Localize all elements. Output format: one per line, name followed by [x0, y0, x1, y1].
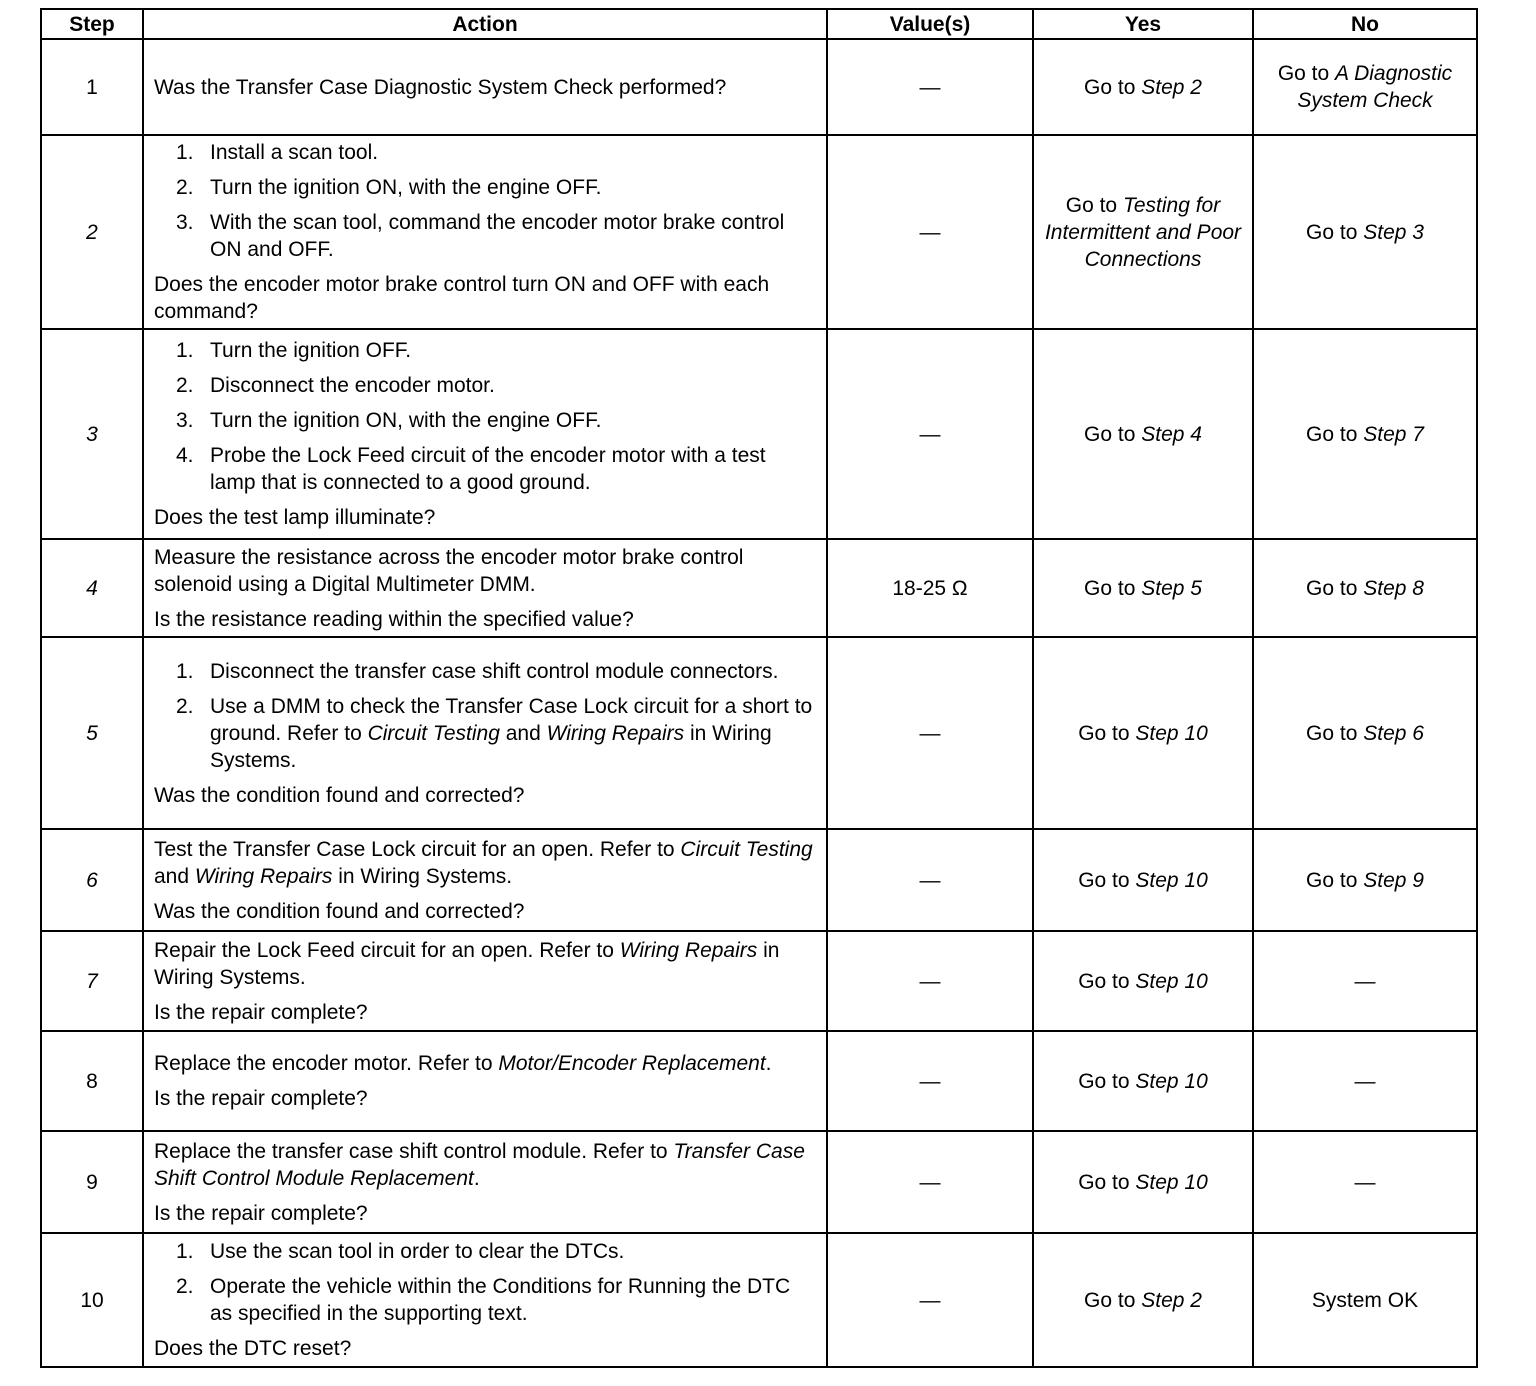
step-number: 9 — [41, 1131, 143, 1233]
no-cell: — — [1253, 931, 1477, 1031]
question-text: Is the repair complete? — [154, 1087, 368, 1110]
step-number: 3 — [41, 329, 143, 539]
yes-link[interactable]: Step 4 — [1141, 422, 1202, 446]
list-item: 2. Turn the ignition ON, with the engine OFF. — [176, 176, 602, 199]
yes-link[interactable]: Step 10 — [1135, 969, 1208, 993]
wiring-repairs-link[interactable]: Wiring Repairs — [194, 864, 333, 888]
question-text: Is the resistance reading within the specified value? — [154, 607, 634, 631]
yes-cell — [1033, 329, 1253, 539]
yes-prefix: Go to — [1078, 1170, 1136, 1194]
no-prefix: Go to — [1306, 220, 1364, 244]
list-item: 2. Operate the vehicle within the Conditions for Running the DTC as specified in the supporting text. — [176, 1275, 791, 1325]
list-item: 2. Use a DMM to check the Transfer Case Lock circuit for a short to ground. Refer to Circuit Testing and Wiring Repairs in Wiring Systems. — [176, 694, 813, 772]
list-item: 1. Use the scan tool in order to clear the DTCs. — [176, 1240, 625, 1263]
yes-prefix: Go to — [1084, 576, 1142, 600]
header-row — [41, 9, 1477, 39]
yes-cell — [1033, 931, 1253, 1031]
header-yes: Yes — [1033, 9, 1253, 39]
yes-link[interactable]: Step 2 — [1141, 75, 1202, 99]
yes-link[interactable]: Step 10 — [1135, 1069, 1208, 1093]
no-cell — [1253, 637, 1477, 829]
question-text: Does the test lamp illuminate? — [154, 506, 436, 529]
no-link[interactable]: Step 6 — [1363, 721, 1424, 745]
no-cell — [1253, 39, 1477, 135]
action-cell — [143, 1233, 827, 1367]
yes-cell — [1033, 135, 1253, 329]
value-cell: — — [827, 135, 1033, 329]
question-text: Is the repair complete? — [154, 1000, 368, 1024]
yes-cell — [1033, 539, 1253, 637]
yes-prefix: Go to — [1078, 969, 1136, 993]
no-cell — [1253, 539, 1477, 637]
action-cell — [143, 829, 827, 931]
diagnostic-table — [40, 8, 1478, 1368]
step-number: 8 — [41, 1031, 143, 1131]
value-cell: — — [827, 329, 1033, 539]
no-prefix: Go to — [1306, 868, 1364, 892]
procedure-list — [154, 337, 816, 496]
header-action: Action — [143, 9, 827, 39]
no-prefix: Go to — [1306, 721, 1364, 745]
no-link[interactable]: Step 8 — [1363, 576, 1424, 600]
value-cell: — — [827, 1131, 1033, 1233]
question-text: Was the condition found and corrected? — [154, 899, 525, 923]
question-text: Does the encoder motor brake control turn ON and OFF with each command? — [154, 273, 770, 323]
question-text: Was the condition found and corrected? — [154, 783, 525, 807]
action-text: Measure the resistance across the encoder motor brake control solenoid using a Digital Multimeter DMM. — [154, 545, 744, 596]
step-number: 1 — [41, 39, 143, 135]
list-item: 1. Disconnect the transfer case shift control module connectors. — [176, 659, 779, 683]
yes-link[interactable]: Step 10 — [1135, 868, 1208, 892]
question-text: Is the repair complete? — [154, 1201, 368, 1225]
header-no: No — [1253, 9, 1477, 39]
yes-link[interactable]: Step 2 — [1141, 1288, 1202, 1312]
action-cell — [143, 39, 827, 135]
yes-prefix: Go to — [1084, 422, 1142, 446]
yes-prefix: Go to — [1078, 721, 1136, 745]
procedure-list — [154, 139, 816, 263]
yes-cell — [1033, 1233, 1253, 1367]
no-cell — [1253, 135, 1477, 329]
yes-link[interactable]: Step 10 — [1135, 1170, 1208, 1194]
yes-link[interactable]: Step 10 — [1135, 721, 1208, 745]
yes-link[interactable]: Step 5 — [1141, 576, 1202, 600]
list-item: 1. Turn the ignition OFF. — [176, 339, 412, 362]
yes-cell — [1033, 39, 1253, 135]
table-row-step-2 — [41, 135, 1477, 329]
no-cell — [1253, 329, 1477, 539]
value-cell: — — [827, 829, 1033, 931]
action-text: Replace the encoder motor. Refer to Motor/Encoder Replacement. — [154, 1052, 772, 1075]
value-cell: — — [827, 39, 1033, 135]
no-prefix: Go to — [1306, 576, 1364, 600]
table-row-step-7 — [41, 931, 1477, 1031]
circuit-testing-link[interactable]: Circuit Testing — [367, 721, 500, 745]
yes-cell — [1033, 1031, 1253, 1131]
action-text: Was the Transfer Case Diagnostic System Check performed? — [154, 75, 727, 99]
value-cell: 18-25 Ω — [827, 539, 1033, 637]
table-row-step-10 — [41, 1233, 1477, 1367]
value-cell: — — [827, 637, 1033, 829]
list-item: 1. Install a scan tool. — [176, 141, 379, 164]
table-row-step-1 — [41, 39, 1477, 135]
header-step: Step — [41, 9, 143, 39]
yes-cell — [1033, 1131, 1253, 1233]
header-values: Value(s) — [827, 9, 1033, 39]
list-item: 3. Turn the ignition ON, with the engine OFF. — [176, 409, 602, 432]
procedure-list — [154, 658, 816, 774]
yes-prefix: Go to — [1078, 1069, 1136, 1093]
action-cell — [143, 931, 827, 1031]
action-cell — [143, 637, 827, 829]
action-text: Test the Transfer Case Lock circuit for an open. Refer to Circuit Testing and Wiring Repairs in Wiring Systems. — [154, 837, 813, 888]
yes-prefix: Go to — [1065, 193, 1123, 217]
no-cell: — — [1253, 1031, 1477, 1131]
list-item: 2. Disconnect the encoder motor. — [176, 374, 495, 397]
wiring-repairs-link[interactable]: Wiring Repairs — [619, 938, 758, 962]
action-text: Replace the transfer case shift control module. Refer to Transfer Case Shift Control Module Replacement. — [154, 1139, 805, 1190]
value-cell: — — [827, 931, 1033, 1031]
step-number: 7 — [41, 931, 143, 1031]
yes-link[interactable]: Testing for Intermittent and Poor Connections — [1044, 193, 1242, 271]
yes-prefix: Go to — [1078, 868, 1136, 892]
motor-encoder-replacement-link[interactable]: Motor/Encoder Replacement — [498, 1052, 766, 1075]
list-item: 3. With the scan tool, command the encoder motor brake control ON and OFF. — [176, 211, 785, 261]
question-text: Does the DTC reset? — [154, 1337, 352, 1360]
action-cell — [143, 1131, 827, 1233]
no-link[interactable]: Step 3 — [1363, 220, 1424, 244]
action-text: Repair the Lock Feed circuit for an open. Refer to Wiring Repairs in Wiring Systems. — [154, 938, 780, 989]
no-link[interactable]: Step 7 — [1363, 422, 1424, 446]
step-number: 2 — [41, 135, 143, 329]
yes-cell — [1033, 829, 1253, 931]
step-number: 4 — [41, 539, 143, 637]
action-cell — [143, 1031, 827, 1131]
table-row-step-8 — [41, 1031, 1477, 1131]
table-row-step-9 — [41, 1131, 1477, 1233]
action-cell — [143, 329, 827, 539]
value-cell: — — [827, 1233, 1033, 1367]
table-row-step-4 — [41, 539, 1477, 637]
no-prefix: Go to — [1306, 422, 1364, 446]
circuit-testing-link[interactable]: Circuit Testing — [680, 837, 813, 861]
step-number: 5 — [41, 637, 143, 829]
yes-cell — [1033, 637, 1253, 829]
table-row-step-5 — [41, 637, 1477, 829]
module-replacement-link[interactable]: Transfer Case Shift Control Module Replacement — [154, 1139, 805, 1190]
no-link[interactable]: A Diagnostic System Check — [1297, 62, 1453, 112]
no-cell — [1253, 829, 1477, 931]
no-prefix: Go to — [1277, 62, 1336, 85]
step-number: 10 — [41, 1233, 143, 1367]
no-cell: System OK — [1253, 1233, 1477, 1367]
wiring-repairs-link[interactable]: Wiring Repairs — [546, 721, 685, 745]
no-cell: — — [1253, 1131, 1477, 1233]
value-cell: — — [827, 1031, 1033, 1131]
procedure-list — [154, 1238, 816, 1327]
action-cell — [143, 539, 827, 637]
step-number: 6 — [41, 829, 143, 931]
yes-prefix: Go to — [1084, 75, 1142, 99]
table-row-step-6 — [41, 829, 1477, 931]
table-row-step-3 — [41, 329, 1477, 539]
list-item: 4. Probe the Lock Feed circuit of the encoder motor with a test lamp that is connected to a good ground. — [176, 444, 766, 494]
no-link[interactable]: Step 9 — [1363, 868, 1424, 892]
yes-prefix: Go to — [1084, 1288, 1142, 1312]
action-cell — [143, 135, 827, 329]
